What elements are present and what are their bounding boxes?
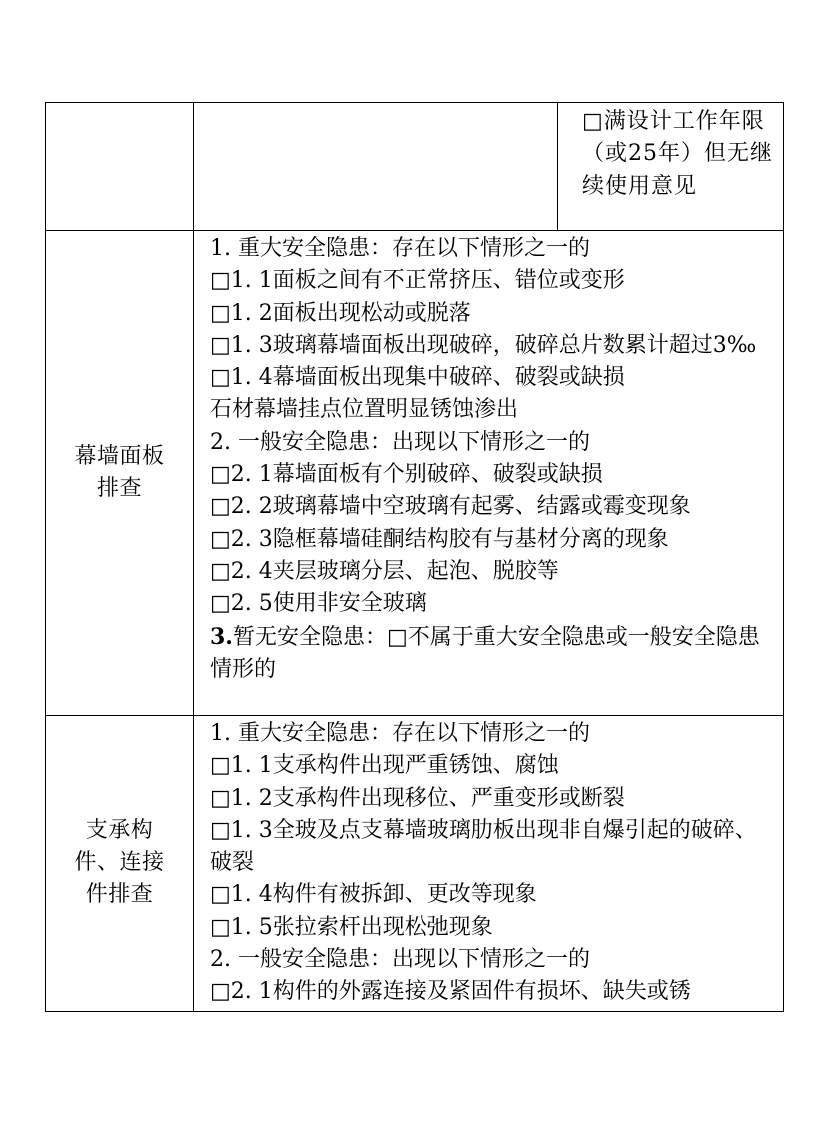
service-life-note-cell [558, 103, 784, 231]
table-row-panel-inspection [46, 231, 784, 716]
support-label-cell [46, 716, 194, 1012]
panel-item-1-1[interactable]: □1. 1面板之间有不正常挤压、错位或变形 [210, 268, 625, 294]
empty-content-cell [194, 103, 558, 231]
table-row-support-inspection [46, 716, 784, 1012]
panel-no-hazard-option[interactable] [210, 621, 775, 687]
panel-content-cell [194, 231, 784, 716]
panel-item-2-4[interactable]: □2. 4夹层玻璃分层、起泡、脱胶等 [210, 558, 559, 584]
support-item-1-3[interactable]: □1. 3全玻及点支幕墙玻璃肋板出现非自爆引起的破碎、破裂 [210, 817, 757, 876]
support-inspection-label: 支承构件、连接件排查 [74, 817, 165, 908]
support-item-1-2[interactable]: □1. 2支承构件出现移位、严重变形或断裂 [210, 785, 625, 811]
panel-label-cell [46, 231, 194, 716]
panel-inspection-label: 幕墙面板排查 [74, 443, 165, 501]
panel-item-1-4-continued: 石材幕墙挂点位置明显锈蚀渗出 [210, 397, 519, 423]
panel-item-2-1[interactable]: □2. 1幕墙面板有个别破碎、破裂或缺损 [210, 462, 603, 488]
panel-item-1-3[interactable]: □1. 3玻璃幕墙面板出现破碎，破碎总片数累计超过3‰ [210, 332, 757, 358]
panel-no-hazard-text: 暂无安全隐患：□不属于重大安全隐患或一般安全隐患情形的 [210, 624, 760, 682]
support-item-1-4[interactable]: □1. 4构件有被拆卸、更改等现象 [210, 882, 537, 908]
inspection-table [45, 102, 784, 1012]
panel-item-1-4[interactable]: □1. 4幕墙面板出现集中破碎、破裂或缺损 [210, 365, 625, 391]
support-general-hazard-heading: 2. 一般安全隐患：出现以下情形之一的 [210, 947, 590, 973]
support-item-2-1[interactable]: □2. 1构件的外露连接及紧固件有损坏、缺失或锈 [210, 979, 691, 1005]
panel-item-2-2[interactable]: □2. 2玻璃幕墙中空玻璃有起雾、结露或霉变现象 [210, 494, 691, 520]
support-major-hazard-heading: 1. 重大安全隐患：存在以下情形之一的 [210, 721, 590, 746]
panel-major-hazard-heading: 1. 重大安全隐患：存在以下情形之一的 [210, 236, 590, 261]
support-item-1-5[interactable]: □1. 5张拉索杆出现松弛现象 [210, 914, 493, 940]
empty-label-cell [46, 103, 194, 231]
support-item-1-1[interactable]: □1. 1支承构件出现严重锈蚀、腐蚀 [210, 753, 559, 779]
panel-item-1-2[interactable]: □1. 2面板出现松动或脱落 [210, 300, 471, 326]
table-row-continuation [46, 103, 784, 231]
panel-general-hazard-heading: 2. 一般安全隐患：出现以下情形之一的 [210, 429, 590, 455]
panel-item-2-5[interactable]: □2. 5使用非安全玻璃 [210, 591, 427, 617]
support-content-cell [194, 716, 784, 1012]
service-life-checkbox-text[interactable]: □满设计工作年限（或25年）但无继续使用意见 [582, 109, 773, 199]
panel-no-hazard-number: 3. [210, 623, 233, 650]
panel-item-2-3[interactable]: □2. 3隐框幕墙硅酮结构胶有与基材分离的现象 [210, 526, 669, 552]
